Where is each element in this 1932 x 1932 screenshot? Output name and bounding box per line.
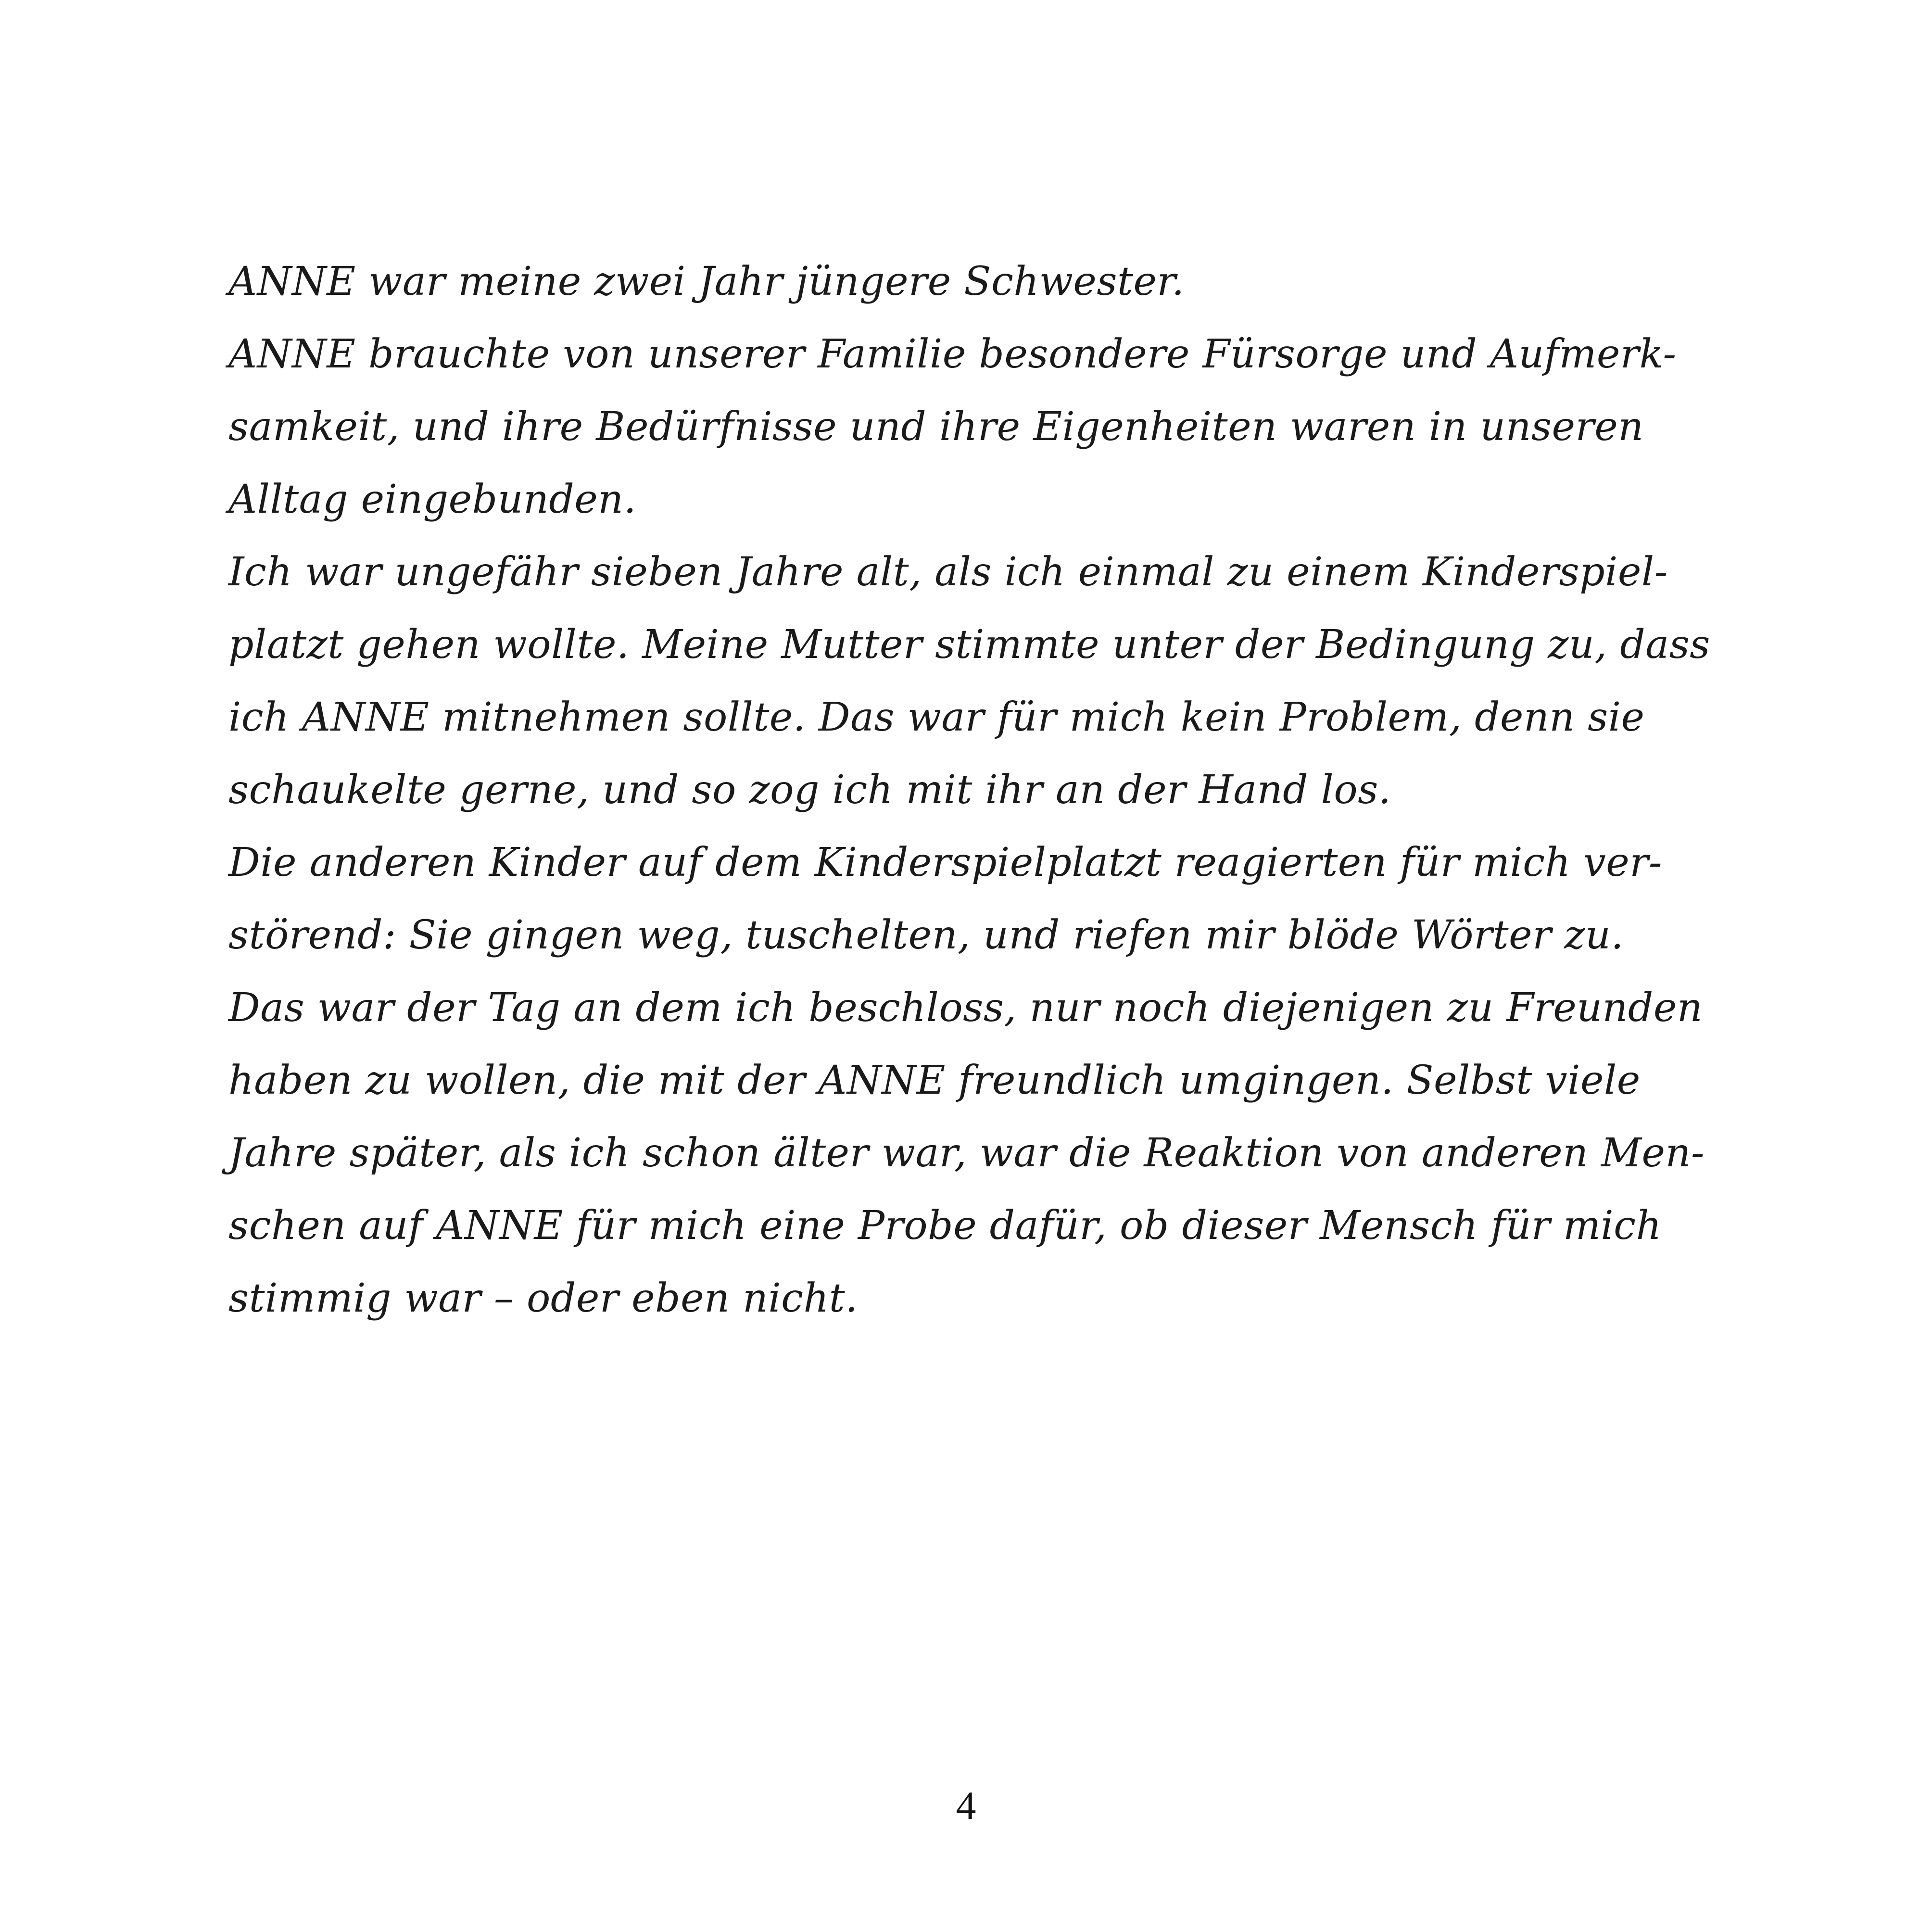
text-line: stimmig war – oder eben nicht.: [228, 1275, 858, 1321]
page-number: 4: [956, 1783, 976, 1828]
text-line: störend: Sie gingen weg, tuschelten, und riefen mir blöde Wörter zu.: [228, 912, 1624, 958]
text-line: Das war der Tag an dem ich beschloss, nur noch diejenigen zu Freunden: [228, 985, 1703, 1031]
text-line: ANNE war meine zwei Jahr jüngere Schwester.: [228, 259, 1185, 304]
text-line: schen auf ANNE für mich eine Probe dafür, ob dieser Mensch für mich: [228, 1203, 1662, 1249]
text-line: ANNE brauchte von unserer Familie besondere Fürsorge und Aufmerk-: [228, 331, 1677, 377]
text-line: schaukelte gerne, und so zog ich mit ihr an der Hand los.: [228, 767, 1391, 813]
body-text: [228, 245, 1768, 1335]
text-line: Alltag eingebunden.: [228, 477, 637, 522]
text-line: haben zu wollen, die mit der ANNE freundlich umgingen. Selbst viele: [228, 1058, 1641, 1103]
text-line: Die anderen Kinder auf dem Kinderspielplatzt reagierten für mich ver-: [228, 840, 1663, 885]
text-line: ich ANNE mitnehmen sollte. Das war für mich kein Problem, denn sie: [228, 695, 1645, 740]
text-line: Ich war ungefähr sieben Jahre alt, als ich einmal zu einem Kinderspiel-: [228, 549, 1668, 595]
text-line: Jahre später, als ich schon älter war, war die Reaktion von anderen Men-: [228, 1130, 1705, 1176]
text-line: samkeit, und ihre Bedürfnisse und ihre Eigenheiten waren in unseren: [228, 404, 1644, 450]
text-line: platzt gehen wollte. Meine Mutter stimmte unter der Bedingung zu, dass: [228, 622, 1710, 668]
